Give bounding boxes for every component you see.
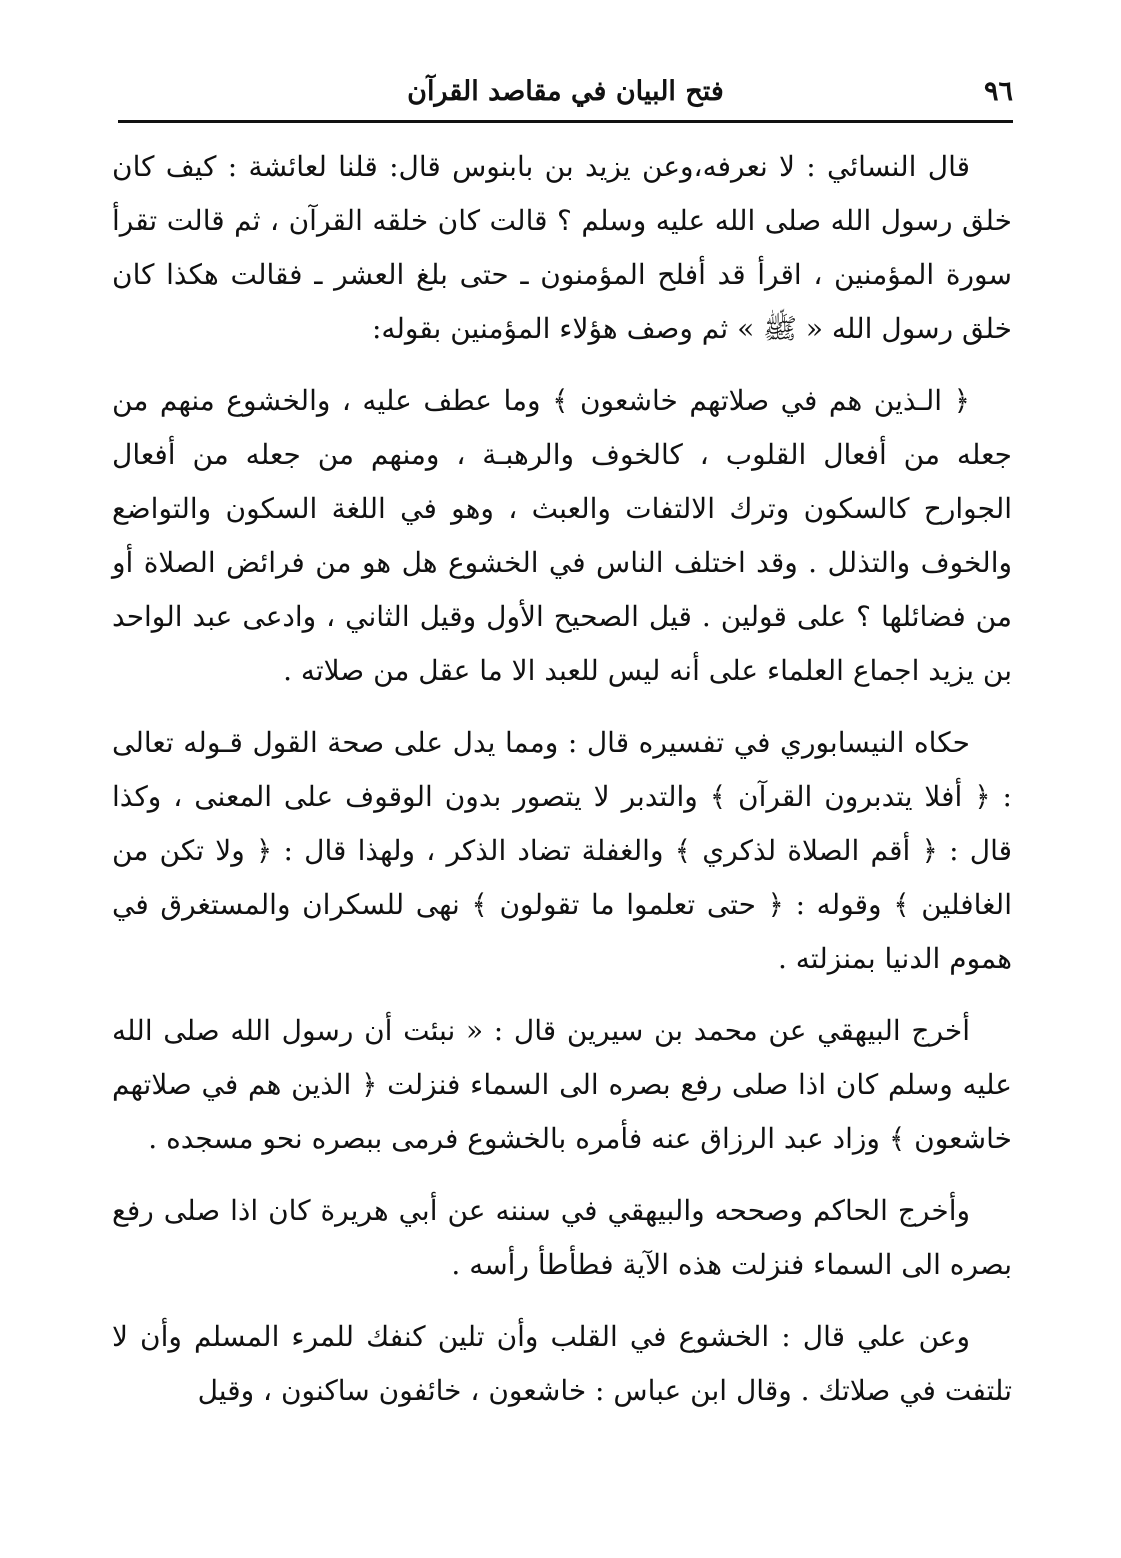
paragraph-6: وعن علي قال : الخشوع في القلب وأن تلين كنفك للمرء المسلم وأن لا تلتفت في صلاتك . وقال ابن عباس : خاشعون ، خائفون ساكنون ، وقيل bbox=[112, 1320, 1012, 1407]
page-header bbox=[118, 68, 1013, 120]
page-body bbox=[112, 140, 1012, 1418]
page-number: ٩٦ bbox=[983, 76, 1013, 107]
paragraph-5: وأخرج الحاكم وصححه والبيهقي في سننه عن أبي هريرة كان اذا صلى رفع بصره الى السماء فنزلت هذه الآية فطأطأ رأسه . bbox=[112, 1194, 1012, 1281]
running-title: فتح البيان في مقاصد القرآن bbox=[407, 76, 724, 107]
paragraph-3: حكاه النيسابوري في تفسيره قال : ومما يدل على صحة القول قـوله تعالى : ﴿ أفلا يتدبرون القرآن ﴾ والتدبر لا يتصور بدون الوقوف على المعنى ، وكذا قال : ﴿ أقم الصلاة لذكري ﴾ والغفلة تضاد الذكر ، ولهذا قال : ﴿ ولا تكن من الغافلين ﴾ وقوله : ﴿ حتى تعلموا ما تقولون ﴾ نهى للسكران والمستغرق في هموم الدنيا بمنزلته . bbox=[112, 726, 1012, 975]
paragraph-2: ﴿ الـذين هم في صلاتهم خاشعون ﴾ وما عطف عليه ، والخشوع منهم من جعله من أفعال القلوب ، كالخوف والرهبـة ، ومنهم من جعله من أفعال الجوارح كالسكون وترك الالتفات والعبث ، وهو في اللغة السكون والتواضع والخوف والتذلل . وقد اختلف الناس في الخشوع هل هو من فرائض الصلاة أو من فضائلها ؟ على قولين . قيل الصحيح الأول وقيل الثاني ، وادعى عبد الواحد بن يزيد اجماع العلماء على أنه ليس للعبد الا ما عقل من صلاته . bbox=[112, 384, 1012, 687]
paragraph-1: قال النسائي : لا نعرفه،وعن يزيد بن بابنوس قال: قلنا لعائشة : كيف كان خلق رسول الله صلى الله عليه وسلم ؟ قالت كان خلقه القرآن ، ثم قالت تقرأ سورة المؤمنين ، اقرأ قد أفلح المؤمنون ـ حتى بلغ العشر ـ فقالت هكذا كان خلق رسول الله « ﷺ » ثم وصف هؤلاء المؤمنين بقوله: bbox=[112, 150, 1012, 345]
header-rule bbox=[118, 120, 1013, 123]
paragraph-4: أخرج البيهقي عن محمد بن سيرين قال : « نبئت أن رسول الله صلى الله عليه وسلم كان اذا صلى رفع بصره الى السماء فنزلت ﴿ الذين هم في صلاتهم خاشعون ﴾ وزاد عبد الرزاق عنه فأمره بالخشوع فرمى ببصره نحو مسجده . bbox=[112, 1014, 1012, 1155]
